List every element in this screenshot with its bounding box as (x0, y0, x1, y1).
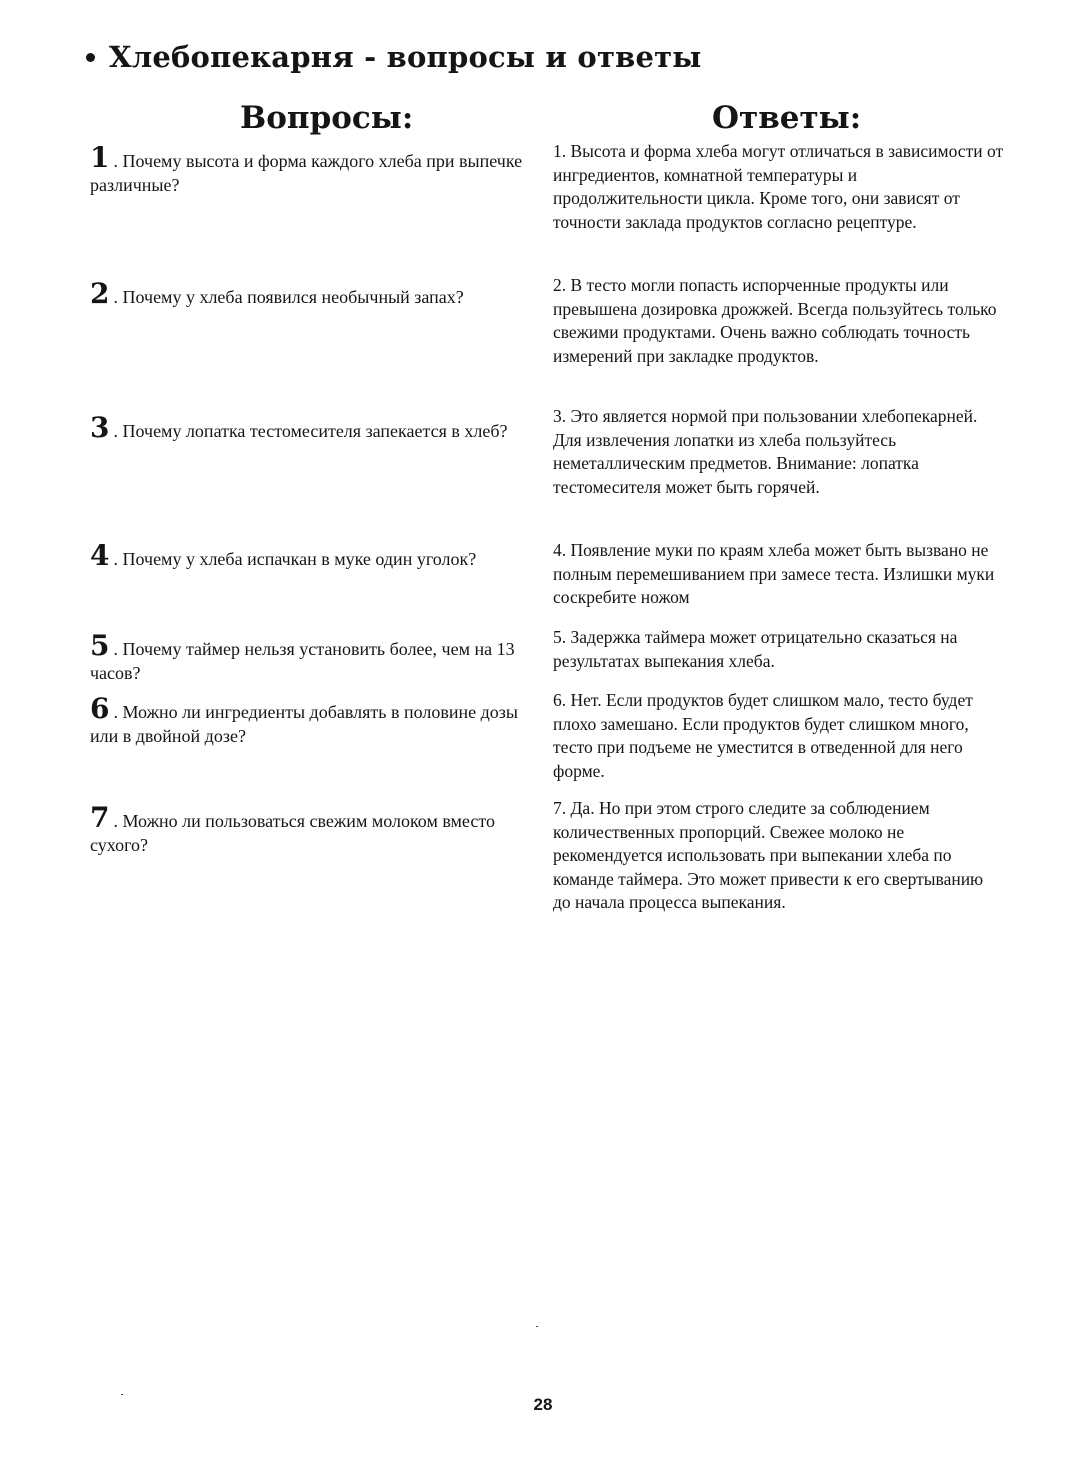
question-number-sep: . (113, 151, 118, 171)
page-title-text: Хлебопекарня - вопросы и ответы (109, 40, 702, 74)
question-6 (90, 692, 540, 748)
page-title (86, 40, 702, 74)
page-number: 28 (533, 1395, 553, 1414)
question-number: 2 (90, 277, 110, 310)
question-text: Можно ли пользоваться свежим молоком вместо сухого? (90, 811, 495, 855)
question-text: Можно ли ингредиенты добавлять в половине дозы или в двойной дозе? (90, 702, 518, 746)
question-text: Почему у хлеба испачкан в муке один уголок? (122, 549, 477, 569)
question-1 (90, 141, 540, 197)
question-number-sep: . (113, 421, 118, 441)
answer-4: 4. Появление муки по краям хлеба может быть вызвано не полным перемешиванием при замесе теста. Излишки муки соскребите ножом (553, 540, 995, 607)
question-2 (90, 277, 540, 310)
question-number: 1 (90, 141, 110, 174)
question-number: 7 (90, 801, 110, 834)
question-number-sep: . (113, 549, 118, 569)
question-number: 6 (90, 692, 110, 725)
question-number-sep: . (113, 639, 118, 659)
question-number-sep: . (113, 811, 118, 831)
question-text: Почему высота и форма каждого хлеба при выпечке различные? (90, 151, 523, 195)
scan-speck (536, 1326, 538, 1327)
questions-heading: Вопросы: (240, 100, 414, 136)
question-text: Почему таймер нельзя установить более, чем на 13 часов? (90, 639, 515, 683)
question-number: 4 (90, 539, 110, 572)
question-number: 5 (90, 629, 110, 662)
answer-7: 7. Да. Но при этом строго следите за соблюдением количественных пропорций. Свежее молоко не рекомендуется использовать при выпекании хлеба по команде таймера. Это может привести к его свертыванию до начала процесса выпекания. (553, 798, 984, 912)
answer-5: 5. Задержка таймера может отрицательно сказаться на результатах выпекания хлеба. (553, 627, 958, 671)
question-5 (90, 629, 540, 685)
answer-1: 1. Высота и форма хлеба могут отличаться в зависимости от ингредиентов, комнатной температуры и продолжительности цикла. Кроме того, они зависят от точности заклада продуктов согласно рецептуре. (553, 141, 1004, 232)
question-number: 3 (90, 411, 110, 444)
question-text: Почему лопатка тестомесителя запекается в хлеб? (122, 421, 508, 441)
question-7 (90, 801, 540, 857)
answers-heading: Ответы: (712, 100, 862, 136)
question-number-sep: . (113, 287, 118, 307)
bullet-icon (86, 53, 95, 62)
question-text: Почему у хлеба появился необычный запах? (122, 287, 464, 307)
question-3 (90, 411, 540, 444)
answer-6: 6. Нет. Если продуктов будет слишком мало, тесто будет плохо замешано. Если продуктов будет слишком много, тесто при подъеме не уместится в отведенной для него форме. (553, 690, 973, 781)
answer-2: 2. В тесто могли попасть испорченные продукты или превышена дозировка дрожжей. Всегда пользуйтесь только свежими продуктами. Очень важно соблюдать точность измерений при закладке продуктов. (553, 275, 997, 366)
answer-3: 3. Это является нормой при пользовании хлебопекарней. Для извлечения лопатки из хлеба пользуйтесь неметаллическим предметов. Внимание: лопатка тестомесителя может быть горячей. (553, 406, 978, 497)
question-number-sep: . (113, 702, 118, 722)
question-4 (90, 539, 540, 572)
